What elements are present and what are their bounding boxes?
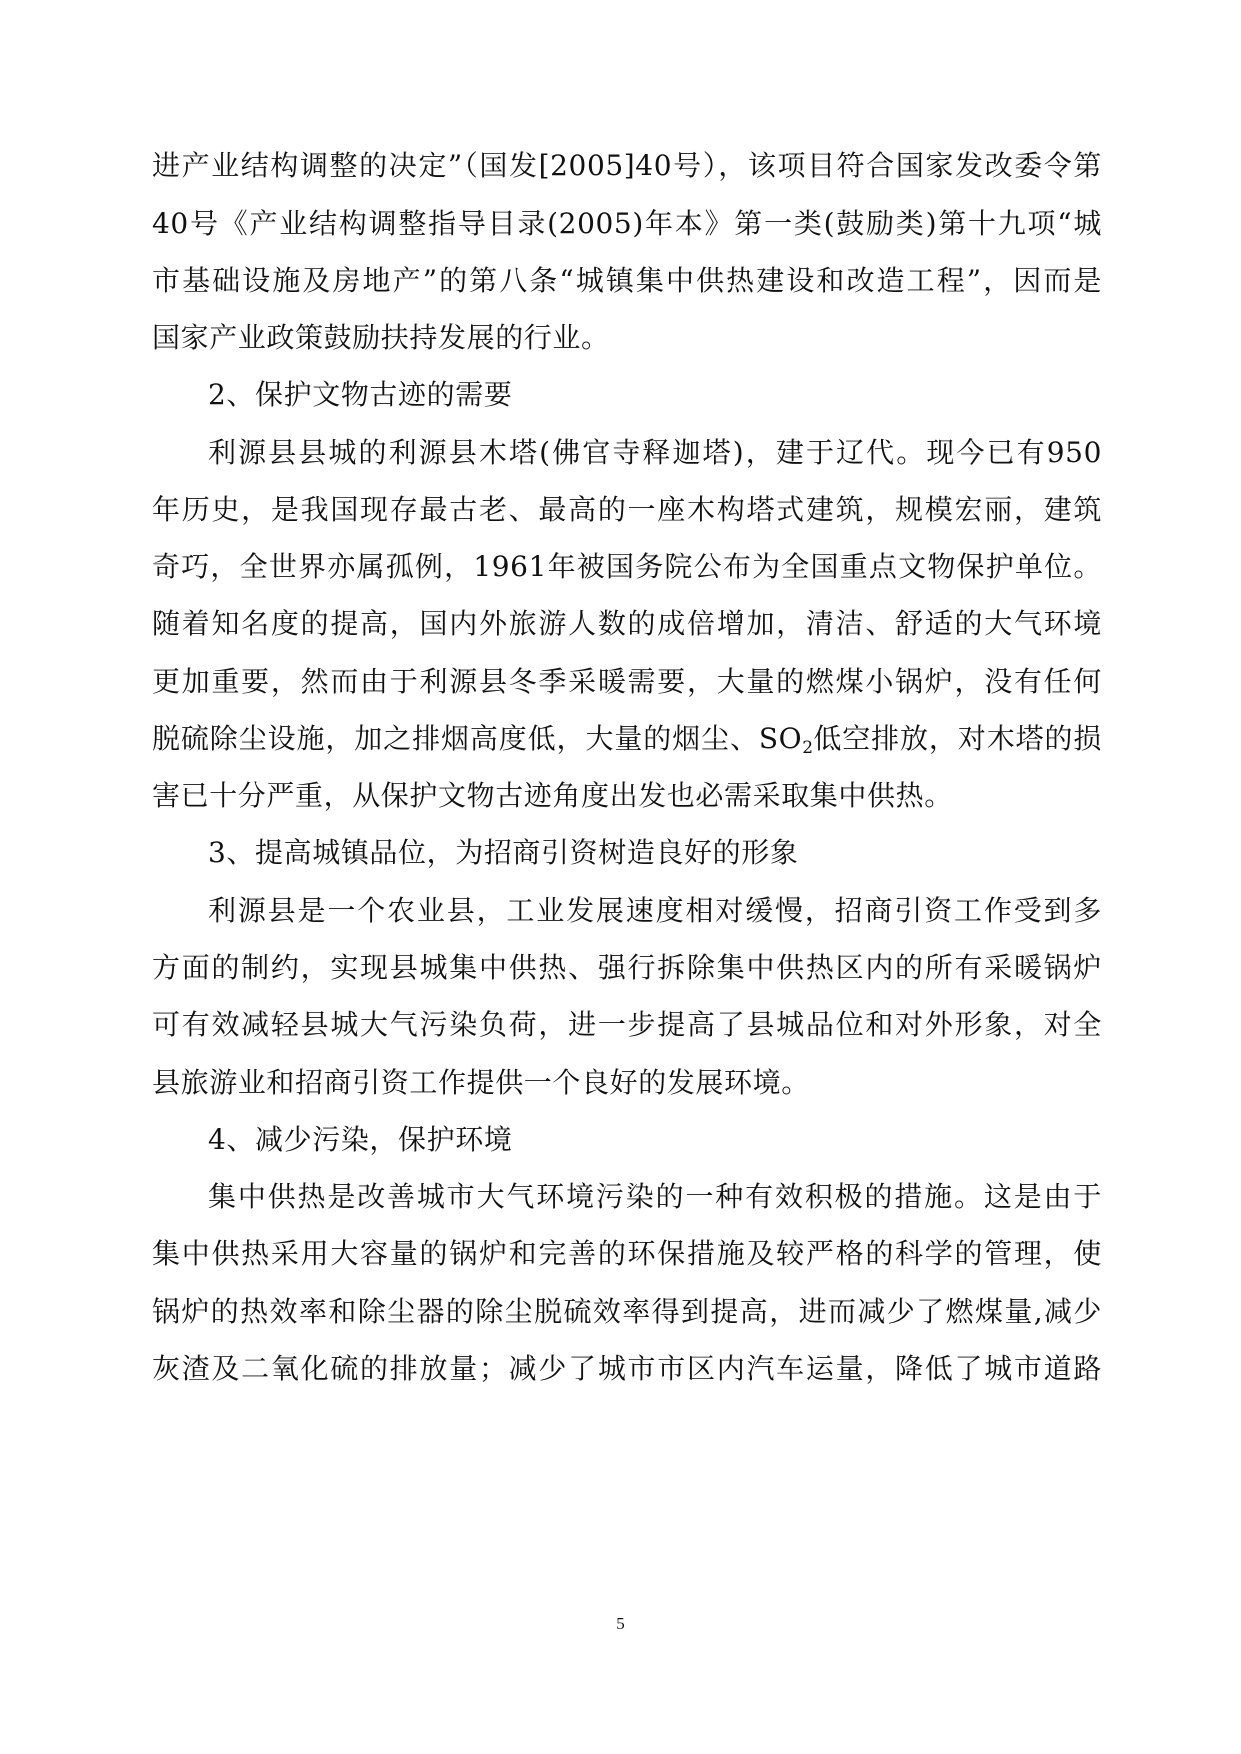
page-number: 5 <box>616 1614 625 1633</box>
text-line-19: 集中供热是改善城市大气环境污染的一种有效积极的措施。这是由于 <box>208 1180 1102 1213</box>
text-line-11 <box>152 719 1102 759</box>
text-line-21: 锅炉的热效率和除尘器的除尘脱硫效率得到提高，进而减少了燃煤量,减少 <box>152 1295 1102 1328</box>
text-line-6: 利源县县城的利源县木塔(佛官寺释迦塔)，建于辽代。现今已有950 <box>208 436 1102 469</box>
text-line-15: 方面的制约，实现县城集中供热、强行拆除集中供热区内的所有采暖锅炉 <box>152 951 1102 984</box>
text-line-20: 集中供热采用大容量的锅炉和完善的环保措施及较严格的科学的管理，使 <box>152 1237 1102 1270</box>
text-line-7: 年历史，是我国现存最古老、最高的一座木构塔式建筑，规模宏丽，建筑 <box>152 493 1102 526</box>
text-line-11-part-b: 低空排放，对木塔的损 <box>813 722 1102 755</box>
subscript-2: 2 <box>802 738 814 758</box>
text-line-10: 更加重要，然而由于利源县冬季采暖需要，大量的燃煤小锅炉，没有任何 <box>152 665 1102 698</box>
text-line-17: 县旅游业和招商引资工作提供一个良好的发展环境。 <box>152 1066 810 1099</box>
section-heading-3: 3、提高城镇品位，为招商引资树造良好的形象 <box>208 836 799 869</box>
text-line-11-part-a: 脱硫除尘设施，加之排烟高度低，大量的烟尘、SO <box>152 722 803 755</box>
text-line-9: 随着知名度的提高，国内外旅游人数的成倍增加，清洁、舒适的大气环境 <box>152 607 1102 640</box>
text-line-2: 40号《产业结构调整指导目录(2005)年本》第一类(鼓励类)第十九项“城 <box>152 207 1102 240</box>
text-line-4: 国家产业政策鼓励扶持发展的行业。 <box>152 321 610 354</box>
section-heading-4: 4、减少污染，保护环境 <box>208 1123 513 1156</box>
text-line-16: 可有效减轻县城大气污染负荷，进一步提高了县城品位和对外形象，对全 <box>152 1008 1102 1041</box>
text-line-12: 害已十分严重，从保护文物古迹角度出发也必需采取集中供热。 <box>152 779 953 812</box>
text-line-14: 利源县是一个农业县，工业发展速度相对缓慢，招商引资工作受到多 <box>208 894 1102 927</box>
section-heading-2: 2、保护文物古迹的需要 <box>208 378 513 411</box>
text-line-1: 进产业结构调整的决定”（国发[2005]40号），该项目符合国家发改委令第 <box>152 149 1102 182</box>
text-line-3: 市基础设施及房地产”的第八条“城镇集中供热建设和改造工程”，因而是 <box>152 264 1102 297</box>
text-line-22: 灰渣及二氧化硫的排放量；减少了城市市区内汽车运量，降低了城市道路 <box>152 1352 1102 1385</box>
text-line-8: 奇巧，全世界亦属孤例，1961年被国务院公布为全国重点文物保护单位。 <box>152 550 1102 583</box>
